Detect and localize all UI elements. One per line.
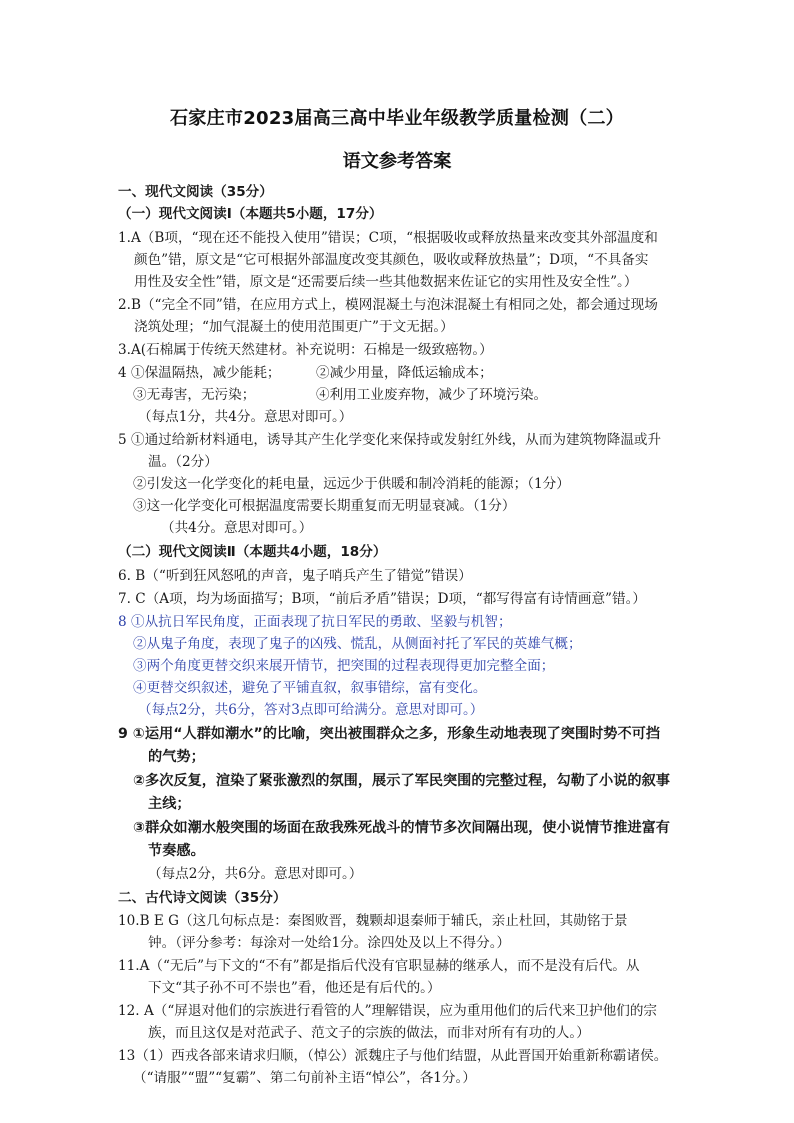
- answer-line: ③两个角度更替交织来展开情节，把突围的过程表现得更加完整全面；: [133, 658, 555, 674]
- section-heading: 一、现代文阅读（35分）: [118, 184, 273, 200]
- answer-line: 用性及安全性”错，原文是“还需要后续一些其他数据来佐证它的实用性及安全性”。）: [134, 274, 638, 290]
- answer-line: 13（1）西戎各部来请求归顺，（悼公）派魏庄子与他们结盟，从此晋国开始重新称霸诸侯。: [118, 1048, 668, 1064]
- subsection-heading: （二）现代文阅读Ⅱ（本题共4小题，18分）: [118, 544, 387, 560]
- answer-line: 3.A(石棉属于传统天然建材。补充说明：石棉是一级致癌物。）: [118, 342, 493, 358]
- answer-line: 浇筑处理；“加气混凝土的使用范围更广”于文无据。）: [134, 319, 454, 335]
- answer-line: 6. B（“听到狂风怒吼的声音，鬼子哨兵产生了错觉”错误）: [118, 568, 472, 584]
- answer-line: 温。（2分）: [148, 454, 218, 470]
- answer-line: ④更替交织叙述，避免了平铺直叙，叙事错综，富有变化。: [133, 680, 487, 696]
- answer-line: 12. A（“屏退对他们的宗族进行看管的人”理解错误，应为重用他们的后代来卫护他们的宗: [118, 1003, 658, 1019]
- answer-line: ③无毒害，无污染；: [133, 387, 256, 403]
- answer-line: 1.A（B项，“现在还不能投入使用”错误；C项，“根据吸收或释放热量来改变其外部温度和: [118, 230, 658, 246]
- scoring-note: （每点2分，共6分。意思对即可。）: [148, 866, 363, 882]
- page-subtitle: 语文参考答案: [342, 151, 452, 172]
- answer-line: 下文“其子孙不可不崇也”看，他还是有后代的。）: [148, 980, 441, 996]
- answer-line: ②从鬼子角度，表现了鬼子的凶残、慌乱，从侧面衬托了军民的英雄气概；: [133, 636, 582, 652]
- answer-line: ②多次反复，渲染了紧张激烈的氛围，展示了军民突围的完整过程，勾勒了小说的叙事: [133, 773, 670, 789]
- answer-line: ④利用工业废弃物，减少了环境污染。: [316, 387, 548, 403]
- answer-line: 11.A（“无后”与下文的“不有”都是指后代没有官职显赫的继承人，而不是没有后代。从: [118, 958, 640, 974]
- answer-line: 2.B（“完全不同”错，在应用方式上，模网混凝土与泡沫混凝土有相同之处，都会通过现场: [118, 297, 658, 313]
- section-heading: 二、古代诗文阅读（35分）: [118, 890, 287, 906]
- answer-line: 8 ①从抗日军民角度，正面表现了抗日军民的勇敢、坚毅与机智；: [118, 614, 512, 630]
- answer-line: ③群众如潮水般突围的场面在敌我殊死战斗的情节多次间隔出现，使小说情节推进富有: [133, 820, 670, 836]
- scoring-note: （共4分。意思对即可。）: [161, 520, 313, 536]
- answer-line: ②引发这一化学变化的耗电量，远远少于供暖和制冷消耗的能源；（1分）: [133, 476, 570, 492]
- answer-line: 9 ①运用“人群如潮水”的比喻，突出被围群众之多，形象生动地表现了突围时势不可挡: [118, 726, 661, 742]
- subsection-heading: （一）现代文阅读Ⅰ（本题共5小题，17分）: [118, 206, 383, 222]
- scoring-note: （每点2分，共6分，答对3点即可给满分。意思对即可。）: [138, 702, 484, 718]
- page-title: 石家庄市2023届高三高中毕业年级教学质量检测（二）: [169, 108, 624, 129]
- answer-line: 节奏感。: [148, 843, 205, 859]
- answer-line: 5 ①通过给新材料通电，诱导其产生化学变化来保持或发射红外线，从而为建筑物降温或升: [118, 432, 662, 448]
- answer-line: 族，而且这仅是对范武子、范文子的宗族的做法，而非对所有有功的人。）: [148, 1025, 590, 1041]
- answer-line: 钟。（评分参考：每涂对一处给1分。涂四处及以上不得分。）: [148, 935, 511, 951]
- answer-line: ②减少用量，降低运输成本；: [316, 365, 493, 381]
- answer-line: 10.B E G（这几句标点是：秦图败晋，魏颗却退秦师于辅氏，亲止杜回，其勋铭于景: [118, 913, 628, 929]
- answer-line: 4 ①保温隔热，减少能耗；: [118, 365, 281, 381]
- answer-line: 的气势；: [148, 749, 205, 765]
- answer-line: 颜色”错，原文是“它可根据外部温度改变其颜色，吸收或释放热量”；D项，“不具备实: [134, 252, 649, 268]
- scoring-note: （“请服”“盟”“复霸”、第二句前补主语“悼公”，各1分。）: [133, 1070, 476, 1086]
- answer-line: 主线；: [148, 796, 191, 812]
- scoring-note: （每点1分，共4分。意思对即可。）: [138, 409, 353, 425]
- answer-line: ③这一化学变化可根据温度需要长期重复而无明显衰减。（1分）: [133, 498, 516, 514]
- answer-line: 7. C（A项，均为场面描写；B项，“前后矛盾”错误；D项，“都写得富有诗情画意”错。）: [118, 591, 646, 607]
